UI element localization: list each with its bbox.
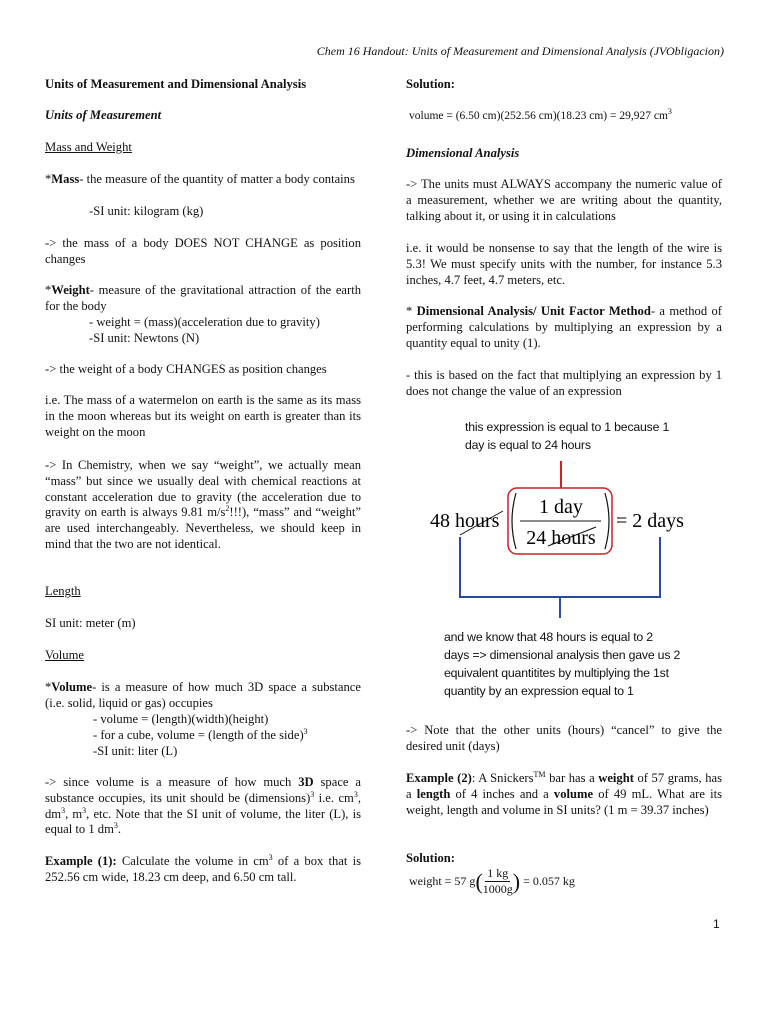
trademark-sup: TM xyxy=(533,769,546,779)
solution-1-label: Solution: xyxy=(406,77,455,91)
volume-note-text-3: i.e. cm xyxy=(314,790,354,805)
example-1-sup: 3 xyxy=(268,852,273,862)
weight-formula: - weight = (mass)(acceleration due to gravity) xyxy=(89,315,320,329)
volume-formula-2 xyxy=(45,728,409,744)
weight-eq-fraction xyxy=(483,866,513,897)
volume-equation xyxy=(409,107,725,122)
volume-formula-2-sup: 3 xyxy=(303,726,308,736)
volume-note-text-4: , dm xyxy=(45,790,361,821)
mass-definition: *Mass- the measure of the quantity of matter a body contains xyxy=(45,172,355,186)
example-1-text-a: Calculate the volume in cm xyxy=(116,854,269,868)
volume-note-text-6: , etc. Note that the SI unit of volume, the liter (L), is equal to 1 dm xyxy=(45,806,361,837)
volume-note-sup: 3 xyxy=(310,789,315,799)
volume-note-sup-m: 3 xyxy=(82,805,87,815)
mass-term: Mass xyxy=(51,172,80,186)
diagram-bottom-line-2: days => dimensional analysis then gave us 2 xyxy=(444,648,681,662)
mass-si-unit: -SI unit: kilogram (kg) xyxy=(89,204,204,218)
da-paragraph-2: i.e. it would be nonsense to say that the length of the wire is 5.3! We must specify units with the number, for instance 5.3 inches, 4.7 feet, 4.7 meters, etc. xyxy=(406,241,722,287)
weight-note: -> the weight of a body CHANGES as position changes xyxy=(45,362,327,376)
da-paragraph-4: - this is based on the fact that multiplying an expression by 1 does not change the value of an expression xyxy=(406,368,722,398)
volume-term: Volume xyxy=(51,680,93,694)
chemistry-note xyxy=(45,458,361,553)
diagram-result: = 2 days xyxy=(616,510,684,532)
volume-note-sup-cm: 3 xyxy=(353,789,358,799)
mass-def: - the measure of the quantity of matter a body contains xyxy=(79,172,355,186)
diagram-bottom-line-1: and we know that 48 hours is equal to 2 xyxy=(444,630,653,644)
diagram-top-line-2: day is equal to 24 hours xyxy=(465,438,591,452)
diagram-bottom-line-3: equivalent quantitites by multiplying the 1st xyxy=(444,666,669,680)
weight-eq-open-paren: ( xyxy=(475,868,483,894)
volume-note-text-5: , m xyxy=(65,806,83,821)
diagram-top-line-1: this expression is equal to 1 because 1 xyxy=(465,420,670,434)
cancel-note: -> Note that the other units (hours) “cancel” to give the desired unit (days) xyxy=(406,723,722,753)
da-term: Dimensional Analysis/ Unit Factor Method xyxy=(416,304,651,318)
volume-formula-2-text: - for a cube, volume = (length of the side) xyxy=(93,728,304,742)
left-paren xyxy=(512,493,516,549)
volume-note-sup-dm3: 3 xyxy=(113,821,118,831)
weight-definition: *Weight- measure of the gravitational attraction of the earth for the body xyxy=(45,283,361,313)
chemistry-note-sup: 2 xyxy=(225,504,230,514)
volume-note-sup-dm: 3 xyxy=(61,805,66,815)
diagram-denominator: 24 hours xyxy=(526,527,596,549)
dimensional-analysis-heading: Dimensional Analysis xyxy=(406,146,520,160)
volume-note-text-1: -> since volume is a measure of how much xyxy=(45,775,299,789)
volume-si-unit: -SI unit: liter (L) xyxy=(93,744,178,758)
example-2-text-c: of 57 grams, has a xyxy=(406,771,722,801)
dimensional-analysis-diagram xyxy=(420,455,720,630)
example-1 xyxy=(45,854,361,886)
example-2-volume: volume xyxy=(553,786,594,801)
page-header: Chem 16 Handout: Units of Measurement and Dimensional Analysis (JVObligacion) xyxy=(316,44,724,58)
diagram-left-term: 48 hours xyxy=(430,510,500,532)
weight-eq-rhs: = 0.057 kg xyxy=(523,874,575,888)
diagram-numerator: 1 day xyxy=(539,496,583,518)
da-paragraph-1: -> The units must ALWAYS accompany the numeric value of a measurement, whether we are writing about the quantity, talking about it, or using it in calculations xyxy=(406,177,722,223)
example-2-text-e: of 49 mL. What are its weight, length and volume in SI units? (1 m = 39.37 inches) xyxy=(406,786,722,817)
example-1-label: Example (1): xyxy=(45,854,117,868)
volume-note-3d: 3D xyxy=(298,775,314,789)
chemistry-note-part-b: !!!), “mass” and “weight” are used interchangeably. Nevertheless, we should keep in mind that the two are not identical. xyxy=(45,505,361,551)
volume-definition: *Volume- is a measure of how much 3D space a substance (i.e. solid, liquid or gas) occupies xyxy=(45,680,361,710)
weight-si-unit: -SI unit: Newtons (N) xyxy=(89,331,200,345)
weight-eq-denominator: 1000g xyxy=(482,882,513,896)
diagram-bottom-line-4: quantity by an expression equal to 1 xyxy=(444,684,634,698)
chemistry-note-part-a: -> In Chemistry, when we say “weight”, we actually mean “mass” but since we usually deal with chemical reactions at constant acceleration due to gravity (the acceleration due to gravity on earth is always 9.81 m/s xyxy=(45,458,361,520)
weight-eq-lhs: weight = 57 g xyxy=(409,874,476,888)
right-paren xyxy=(605,493,609,549)
example-2-weight: weight xyxy=(598,771,634,785)
volume-note-end: . xyxy=(117,822,122,837)
mass-note: -> the mass of a body DOES NOT CHANGE as position changes xyxy=(45,236,361,266)
mass-weight-example: i.e. The mass of a watermelon on earth is the same as its mass in the moon whereas but its weight on earth is greater than its weight on the moon xyxy=(45,393,361,439)
solution-2-label: Solution: xyxy=(406,851,455,865)
example-2-text-b: bar has a xyxy=(545,771,599,785)
weight-def: - measure of the gravitational attraction of the earth for the body xyxy=(45,283,361,313)
page-number: 1 xyxy=(713,917,720,931)
volume-def: - is a measure of how much 3D space a substance (i.e. solid, liquid or gas) occupies xyxy=(45,680,361,710)
example-2-text-a: : A Snickers xyxy=(471,771,534,785)
length-si-unit: SI unit: meter (m) xyxy=(45,616,136,630)
weight-equation xyxy=(409,866,575,897)
document-title: Units of Measurement and Dimensional Analysis xyxy=(45,77,307,91)
volume-note-text-2: space a substance occupies, its unit should be (dimensions) xyxy=(45,775,361,805)
volume-formula-1: - volume = (length)(width)(height) xyxy=(93,712,269,726)
da-def: - a method of performing calculations by multiplying an expression by a quantity equal to unity (1). xyxy=(406,304,722,350)
volume-note xyxy=(45,775,361,838)
length-heading: Length xyxy=(45,584,81,598)
example-2-label: Example (2) xyxy=(406,771,472,785)
da-definition: * Dimensional Analysis/ Unit Factor Method- a method of performing calculations by multiplying an expression by a quantity equal to unity (1). xyxy=(406,304,722,350)
volume-heading: Volume xyxy=(45,648,84,662)
section-title: Units of Measurement xyxy=(45,108,162,122)
example-1-text-b: of a box that is 252.56 cm wide, 18.23 cm deep, and 6.50 cm tall. xyxy=(45,854,362,884)
example-2-length: length xyxy=(416,786,451,801)
mass-weight-heading: Mass and Weight xyxy=(45,140,132,154)
volume-equation-sup: 3 xyxy=(667,107,672,117)
weight-eq-close-paren: ) xyxy=(512,868,521,894)
example-2-text-d: of 4 inches and a xyxy=(450,786,554,801)
weight-term: Weight xyxy=(51,283,90,297)
weight-eq-numerator: 1 kg xyxy=(487,866,509,880)
volume-equation-text: volume = (6.50 cm)(252.56 cm)(18.23 cm) = 29,927 cm xyxy=(409,110,668,122)
example-2 xyxy=(406,771,722,818)
